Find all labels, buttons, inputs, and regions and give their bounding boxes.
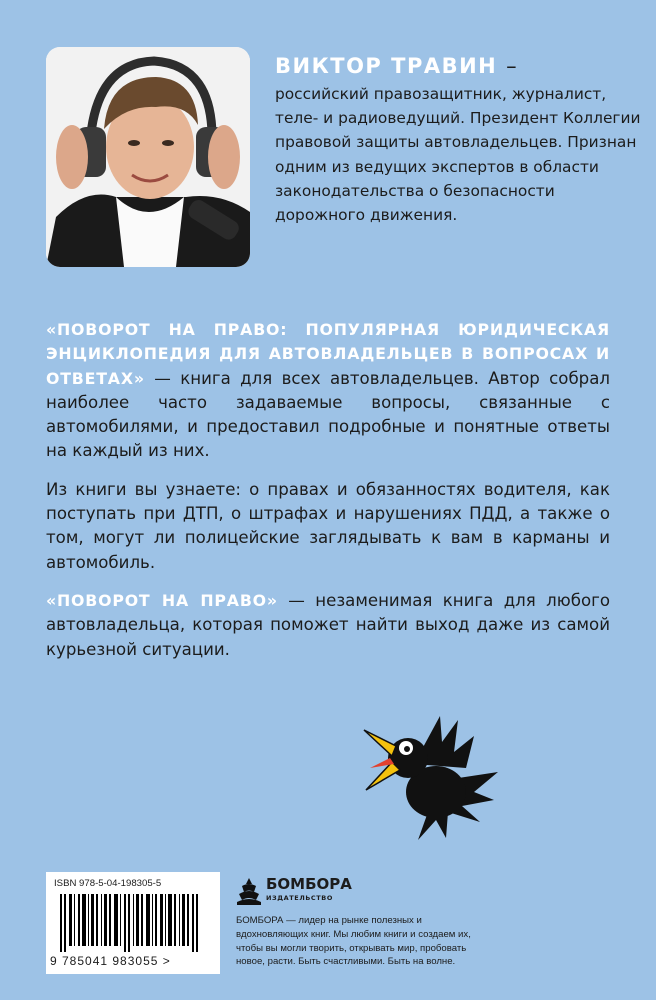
description-paragraph-1: «ПОВОРОТ НА ПРАВО: ПОПУЛЯРНАЯ ЮРИДИЧЕСКАЯ ЭНЦИКЛОПЕДИЯ ДЛЯ АВТОВЛАДЕЛЬЦЕВ В ВОПРОСАХ И ОТВЕТАХ» — книга для всех автовладельцев. Автор собрал наиболее часто задаваемые вопросы, связанные с автомобилями, и предоставил подробные и понятные ответы на каждый из них. bbox=[46, 320, 610, 461]
barcode bbox=[46, 872, 220, 974]
bombora-logo-icon bbox=[236, 876, 262, 906]
book-title: «ПОВОРОТ НА ПРАВО: ПОПУЛЯРНАЯ ЮРИДИЧЕСКАЯ ЭНЦИКЛОПЕДИЯ ДЛЯ АВТОВЛАДЕЛЬЦЕВ В ВОПРОСАХ И ОТВЕТАХ» bbox=[46, 320, 610, 388]
barcode-bars bbox=[60, 894, 206, 952]
author-photo bbox=[46, 47, 250, 267]
description-paragraph-2: Из книги вы узнаете: о правах и обязанностях водителя, как поступать при ДТП, о штрафах и нарушениях ПДД, а также о том, могут ли полицейские заглядывать к вам в карманы и автомобиль. bbox=[46, 479, 610, 572]
publisher-name: БОМБОРА ИЗДАТЕЛЬСТВО bbox=[266, 877, 352, 905]
description-paragraph-3: «ПОВОРОТ НА ПРАВО» — незаменимая книга для любого автовладельца, которая поможет найти выход даже из самой курьезной ситуации. bbox=[46, 590, 611, 659]
publisher-logo bbox=[236, 876, 496, 906]
isbn-label: ISBN 978-5-04-198305-5 bbox=[54, 878, 162, 889]
author-name: ВИКТОР ТРАВИН – bbox=[275, 54, 519, 78]
author-bio: российский правозащитник, журналист, теле- и радиоведущий. Президент Коллегии правовой защиты автовладельцев. Признан одним из ведущих экспертов в области законодательства о безопасности дорожного движения. bbox=[275, 85, 641, 225]
crow-illustration bbox=[362, 712, 502, 842]
book-title-short: «ПОВОРОТ НА ПРАВО» bbox=[46, 590, 278, 610]
barcode-digits: 9 785041 983055 > bbox=[50, 954, 171, 968]
publisher-subtitle: ИЗДАТЕЛЬСТВО bbox=[266, 894, 333, 902]
publisher-block bbox=[236, 876, 496, 969]
book-description bbox=[46, 318, 610, 676]
publisher-description: БОМБОРА — лидер на рынке полезных и вдохновляющих книг. Мы любим книги и создаем их, чтобы вы могли творить, открывать мир, пробовать новое, расти. Быть счастливыми. Быть на волне. bbox=[236, 915, 471, 968]
author-block bbox=[263, 54, 643, 227]
